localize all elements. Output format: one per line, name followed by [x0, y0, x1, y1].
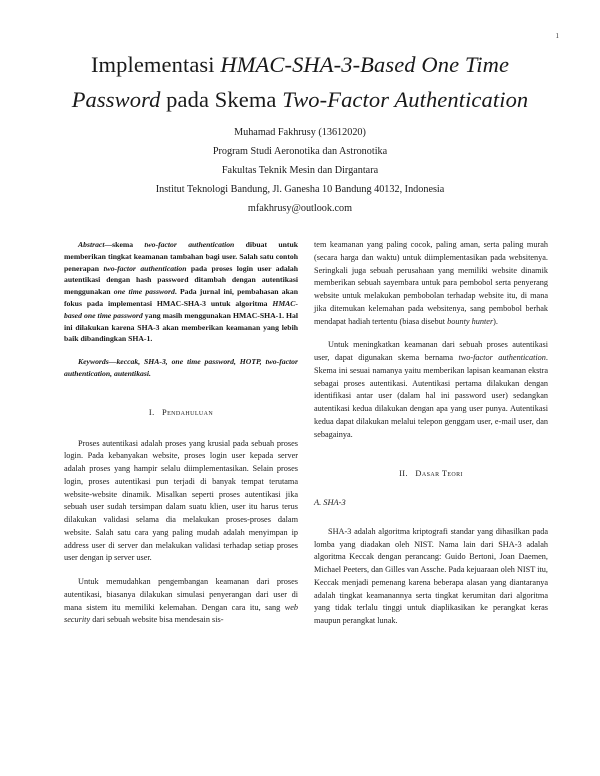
author-faculty: Fakultas Teknik Mesin dan Dirgantara	[221, 165, 379, 176]
intro-paragraph-1: Proses autentikasi adalah proses yang krusial pada sebuah proses login. Pada kebanyakan website, proses login user kepada server adalah proses yang hampir selalu diimplementasikan. Selain proses login, proses autentikasi pun terjadi di banyak tempat terutama website-website dinamik. Misalkan seperti proses autentikasi jika sebuah user sudah tersimpan dalam suatu klien, user itu harus terus dilakukan validasi selama dia melakukan proses-proses dalam website. Salah satu cara yang paling mudah adalah menyimpan ip address user di server dan melakukan validasi terhadap setiap proses user dengan ip server user.	[64, 438, 298, 563]
intro-p2-text-a: Untuk memudahkan pengembangan keamanan dari proses autentikasi, biasanya dilakukan simulasi penyerangan dari user di mana sistem itu memiliki kelemahan. Dengan cara itu, sang	[64, 577, 298, 612]
title-text-1: Implementasi	[90, 52, 221, 77]
section-number: II.	[399, 469, 408, 479]
author-block	[0, 123, 600, 218]
title-italic-2: Password	[71, 87, 161, 112]
abstract-dash: —skema	[104, 240, 145, 249]
abstract-term-5: one time password	[113, 287, 175, 297]
abstract-term-7: HMAC-based one time password	[64, 298, 298, 320]
keywords	[64, 356, 298, 380]
page-number: 1	[555, 32, 559, 40]
keywords-lead: Keywords	[78, 357, 109, 367]
title-italic-3: Two-Factor Authentication	[282, 87, 529, 112]
abstract-lead: Abstract	[78, 240, 105, 249]
abstract-term-1: two-factor authentication	[144, 240, 235, 249]
twofactor-italic: two-factor authentication	[458, 353, 546, 362]
abstract-text-4: pada proses login user adalah autentikasi dengan hash password ditambah dengan autentikasi menggunakan	[64, 263, 298, 297]
section-title: Dasar Teori	[415, 469, 463, 479]
twofactor-text-b: . Skema ini sesuai namanya yaitu memberikan lapisan keamanan ekstra sebagai proses autentikasi. Autentikasi pertama dilakukan dengan identifikasi antar user (dalam hal ini password user) sedangkan autentikasi kedua dilakukan dengan apa yang user punya. Autentikasi kedua dapat dilakukan melalui telepon genggam user, e-mail user, dan sebagainya.	[314, 353, 548, 439]
intro-p2-italic: web security	[64, 602, 298, 625]
keywords-text: —keccak, SHA-3, one time password, HOTP, two-factor authentication, autentikasi.	[64, 357, 298, 378]
author-name: Muhamad Fakhrusy (13612020)	[234, 127, 366, 138]
author-program: Program Studi Aeronotika dan Astronotika	[212, 146, 388, 157]
cont-text: tem keamanan yang paling cocok, paling aman, serta paling murah (secara harga dan waktu) untuk diimplementasikan pada websitenya. Seringkali juga sebuah perusahaan yang memiliki website dinamik memberikan sebuah sayembara untuk para pembobol serta penyerang website untuk melakukan pembobolan terhadap website itu, di mana jika ditemukan kelemahan pada websitenya, sang pembobol berhak mendapat hadiah tertentu (biasa disebut	[314, 240, 548, 326]
sha3-paragraph: SHA-3 adalah algoritma kriptografi standar yang dihasilkan pada lomba yang diadakan oleh NIST. Nama lain dari SHA-3 adalah algoritma Keccak dengan perancang: Guido Bertoni, Joan Daemen, Michael Peeters, dan Gilles van Assche. Pada kejuaraan oleh NIST itu, Keccak menjadi pemenang karena beberapa alasan yang diantaranya adalah tingkat keamanannya serta tingkat kerumitan dari algoritma yang tidak terlalu tinggi untuk diaplikasikan ke perangkat keras maupun perangkat lunak.	[314, 526, 548, 625]
subsection-heading-sha3: A. SHA-3	[314, 498, 346, 507]
abstract-term-3: two-factor authentication	[103, 263, 187, 273]
abstract-text-8: yang masih menggunakan HMAC-SHA-1. Hal ini dilakukan karena SHA-3 akan memberikan keamanan yang lebih baik dibandingkan SHA-1.	[64, 310, 298, 344]
title-italic-1: HMAC-SHA-3-Based One Time	[220, 52, 510, 77]
twofactor-paragraph	[314, 339, 548, 441]
section-title: Pendahuluan	[162, 407, 214, 417]
cont-italic: bounty hunter	[447, 316, 494, 326]
left-column	[64, 239, 298, 627]
cont-end: ).	[493, 316, 498, 326]
intro-p2-text-b: dari sebuah website bisa mendesain sis-	[90, 615, 224, 625]
title-text-2: pada Skema	[160, 87, 283, 112]
author-institution: Institut Teknologi Bandung, Jl. Ganesha 10 Bandung 40132, Indonesia	[155, 184, 445, 195]
abstract	[64, 239, 298, 345]
twofactor-text-a: Untuk meningkatkan keamanan dari sebuah proses autentikasi user, dapat digunakan skema bernama	[314, 340, 548, 362]
intro-paragraph-2	[64, 576, 298, 627]
right-column	[314, 239, 548, 628]
section-heading-dasar-teori	[314, 468, 548, 481]
abstract-text-6: . Pada jurnal ini, pembahasan akan fokus pada implementasi HMAC-SHA-3 untuk algoritma	[64, 287, 298, 308]
author-email: mfakhrusy@outlook.com	[247, 203, 353, 214]
paper-title	[0, 47, 600, 117]
abstract-text-2: dibuat untuk memberikan tingkat keamanan tambahan bagi user. Salah satu contoh penerapan	[64, 240, 299, 273]
section-heading-pendahuluan	[64, 407, 298, 420]
section-number: I.	[148, 407, 155, 417]
continued-paragraph	[314, 239, 548, 328]
